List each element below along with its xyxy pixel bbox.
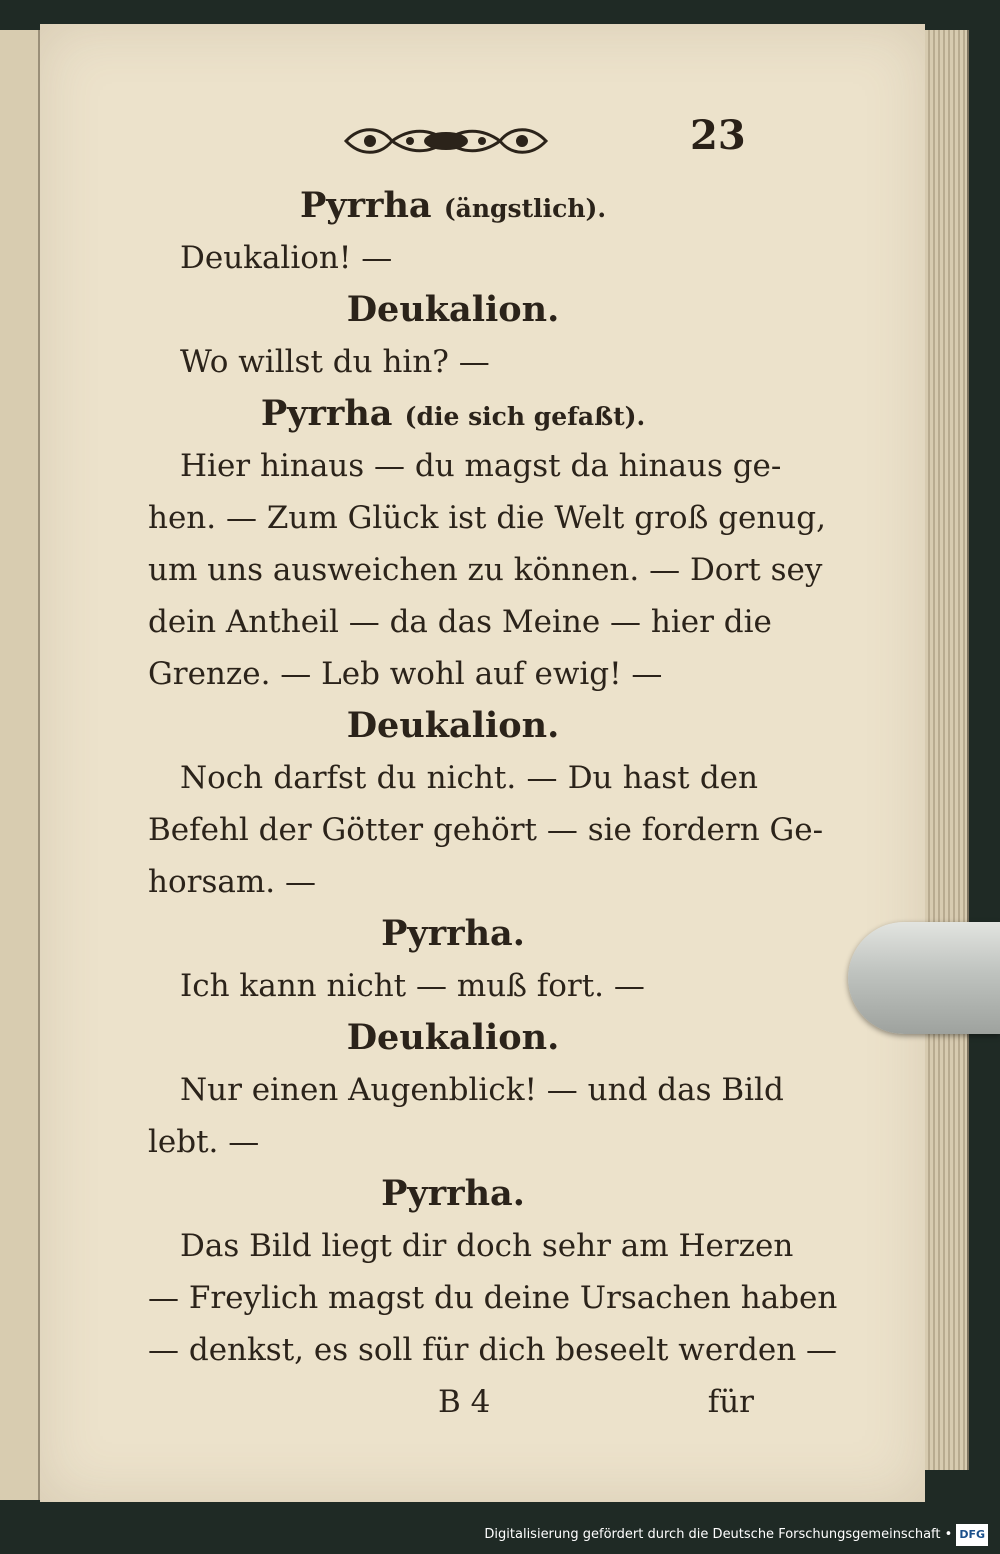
text-line: Noch darfst du nicht. — Du hast den: [180, 760, 758, 796]
text-line: Das Bild liegt dir doch sehr am Herzen: [180, 1228, 794, 1264]
text-line: Nur einen Augenblick! — und das Bild: [180, 1072, 784, 1108]
speaker-heading: Deukalion.: [346, 289, 560, 330]
catchword: für: [707, 1384, 754, 1420]
page-text: [148, 180, 838, 1428]
credit-text: Digitalisierung gefördert durch die Deutsche Forschungsgemeinschaft •: [484, 1527, 953, 1542]
facing-page-edge: [0, 30, 40, 1500]
text-line: Ich kann nicht — muß fort. —: [180, 968, 645, 1004]
speaker-name: Pyrrha: [299, 185, 432, 226]
funding-credit: [484, 1524, 988, 1546]
speaker-heading: Pyrrha.: [381, 913, 525, 954]
speaker-heading: [148, 388, 758, 440]
ornament-headpiece: [340, 118, 552, 164]
page-footer: [148, 1376, 758, 1428]
speaker-heading: Deukalion.: [346, 1017, 560, 1058]
dfg-logo: DFG: [956, 1524, 988, 1546]
speaker-heading: [148, 180, 758, 232]
signature-mark: B 4: [438, 1384, 491, 1420]
text-line: — Freylich magst du deine Ursachen haben: [148, 1280, 838, 1316]
page-holder-clip: [848, 922, 1000, 1034]
text-line: dein Antheil — da das Meine — hier die: [148, 604, 772, 640]
speaker-name: Pyrrha: [260, 393, 393, 434]
stage-direction: (ängstlich).: [443, 194, 607, 223]
speaker-heading: Deukalion.: [346, 705, 560, 746]
text-line: Grenze. — Leb wohl auf ewig! —: [148, 656, 663, 692]
stage-direction: (die sich gefaßt).: [404, 402, 646, 431]
text-line: horsam. —: [148, 864, 316, 900]
text-line: um uns ausweichen zu können. — Dort sey: [148, 552, 823, 588]
text-line: Befehl der Götter gehört — sie fordern Ge-: [148, 812, 824, 848]
speaker-heading: Pyrrha.: [381, 1173, 525, 1214]
text-line: Wo willst du hin? —: [180, 344, 490, 380]
page-number: 23: [690, 112, 746, 159]
page-stack-edge: [925, 30, 969, 1470]
text-line: lebt. —: [148, 1124, 260, 1160]
text-line: hen. — Zum Glück ist die Welt groß genug,: [148, 500, 826, 536]
text-line: Deukalion! —: [180, 240, 393, 276]
text-line: Hier hinaus — du magst da hinaus ge-: [180, 448, 782, 484]
text-line: — denkst, es soll für dich beseelt werden —: [148, 1332, 838, 1368]
